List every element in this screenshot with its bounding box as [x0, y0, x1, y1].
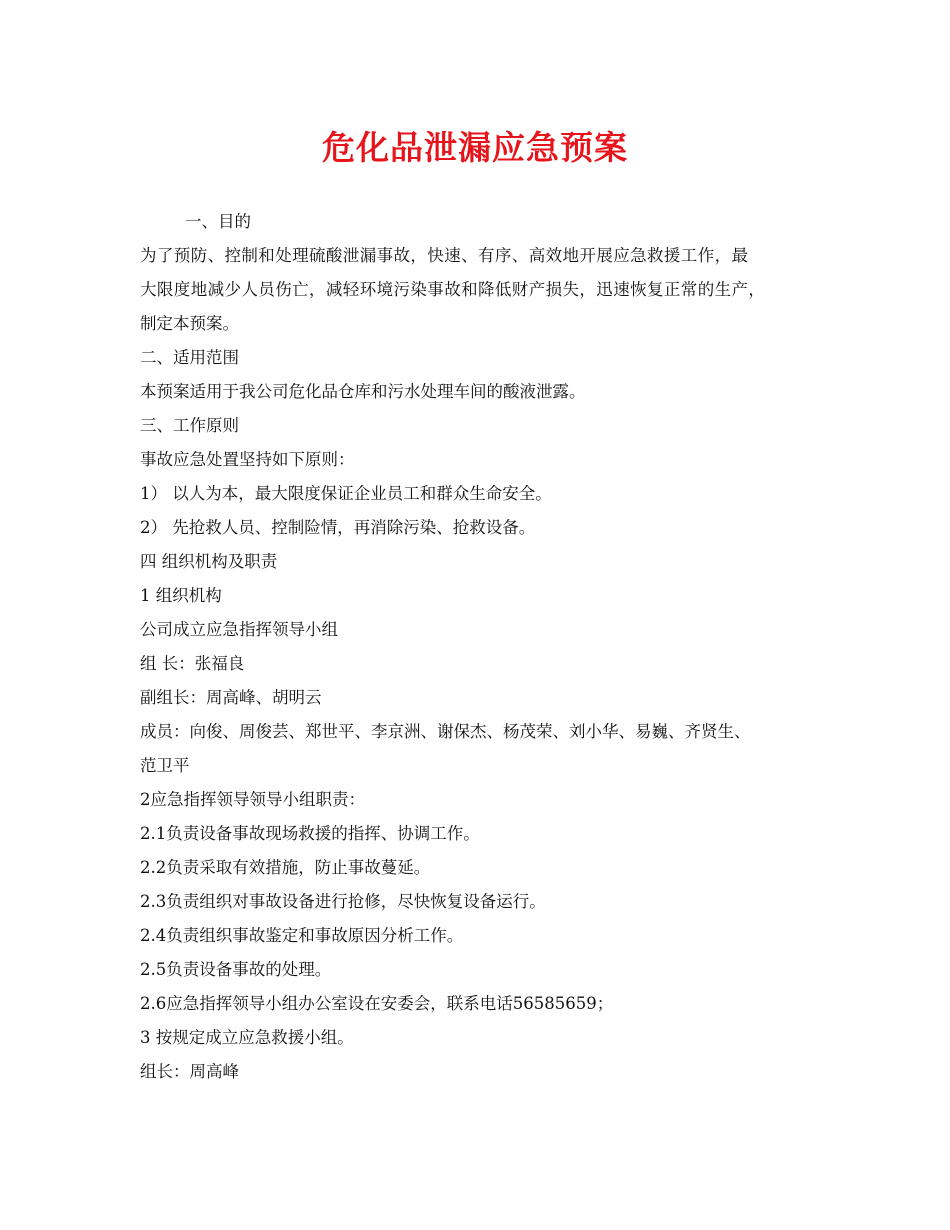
section-heading-scope: 二、适用范围: [140, 348, 239, 367]
paragraph-line: 成员：向俊、周俊芸、郑世平、李京洲、谢保杰、杨茂荣、刘小华、易巍、齐贤生、: [140, 722, 751, 741]
paragraph-line: 范卫平: [140, 756, 190, 775]
list-item: 2.1负责设备事故现场救援的指挥、协调工作。: [140, 824, 480, 843]
paragraph-line: 公司成立应急指挥领导小组: [140, 620, 338, 639]
subsection-heading: 1 组织机构: [140, 586, 222, 605]
list-item: 1） 以人为本，最大限度保证企业员工和群众生命安全。: [140, 484, 552, 503]
paragraph-line: 副组长：周高峰、胡明云: [140, 688, 322, 707]
list-item: 2.4负责组织事故鉴定和事故原因分析工作。: [140, 926, 464, 945]
list-item: 2） 先抢救人员、控制险情，再消除污染、抢救设备。: [140, 518, 536, 537]
paragraph-line: 组 长：张福良: [140, 654, 245, 673]
section-heading-organization: 四 组织机构及职责: [140, 552, 278, 571]
paragraph-line: 大限度地减少人员伤亡，减轻环境污染事故和降低财产损失，迅速恢复正常的生产，: [140, 280, 766, 299]
paragraph-line: 本预案适用于我公司危化品仓库和污水处理车间的酸液泄露。: [140, 382, 586, 401]
document-body: [140, 205, 840, 1089]
paragraph-line: 制定本预案。: [140, 314, 239, 333]
document-title: 危化品泄漏应急预案: [322, 128, 628, 167]
section-heading-purpose: 一、目的: [185, 212, 251, 231]
list-item: 2.2负责采取有效措施，防止事故蔓延。: [140, 858, 431, 877]
paragraph-line: 为了预防、控制和处理硫酸泄漏事故，快速、有序、高效地开展应急救援工作，最: [140, 246, 749, 265]
subsection-heading: 2应急指挥领导领导小组职责：: [140, 790, 365, 809]
section-heading-principles: 三、工作原则: [140, 416, 239, 435]
list-item: 2.3负责组织对事故设备进行抢修，尽快恢复设备运行。: [140, 892, 546, 911]
list-item: 2.6应急指挥领导小组办公室设在安委会，联系电话56585659；: [140, 994, 614, 1013]
paragraph-line: 事故应急处置坚持如下原则：: [140, 450, 355, 469]
list-item: 2.5负责设备事故的处理。: [140, 960, 332, 979]
subsection-heading: 3 按规定成立应急救援小组。: [140, 1028, 354, 1047]
paragraph-line: 组长：周高峰: [140, 1062, 239, 1081]
